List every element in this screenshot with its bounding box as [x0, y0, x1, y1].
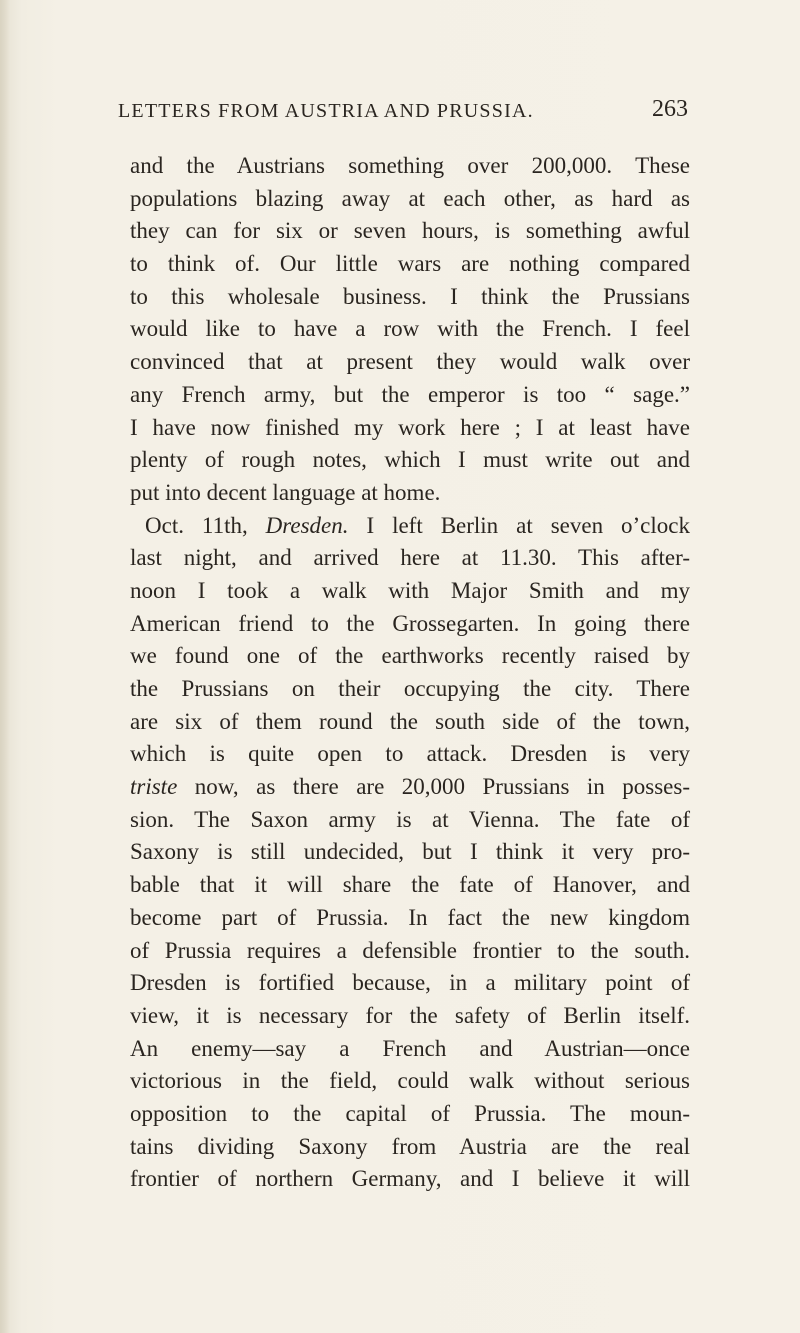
text-line: [130, 281, 690, 314]
line-text: Saxony is still undecided, but I think it very pro-: [130, 839, 690, 865]
line-text: we found one of the earthworks recently raised by: [130, 643, 690, 669]
text-line: [130, 346, 690, 379]
text-line: [130, 248, 690, 281]
text-line: [130, 804, 690, 837]
line-text: I have now finished my work here ; I at least have: [130, 414, 690, 440]
text-line: [130, 869, 690, 902]
line-text: to this wholesale business. I think the Prussians: [130, 283, 690, 309]
text-line: [130, 1033, 690, 1066]
text-line: [130, 1065, 690, 1098]
line-text: Oct. 11th,: [145, 512, 266, 538]
line-text: they can for six or seven hours, is something awful: [130, 218, 690, 244]
line-text: opposition to the capital of Prussia. The moun-: [130, 1100, 690, 1126]
text-line: [130, 183, 690, 216]
line-text: plenty of rough notes, which I must write out and: [130, 447, 690, 473]
line-text: become part of Prussia. In fact the new kingdom: [130, 904, 690, 930]
line-text: are six of them round the south side of the town,: [130, 708, 690, 734]
running-head: [118, 92, 688, 128]
line-text: An enemy—say a French and Austrian—once: [130, 1035, 690, 1061]
text-line: [130, 1000, 690, 1033]
text-line: [130, 1098, 690, 1131]
text-line: [130, 771, 690, 804]
line-text: American friend to the Grossegarten. In going there: [130, 610, 690, 636]
text-line: [130, 542, 690, 575]
text-line: [130, 706, 690, 739]
line-text: put into decent language at home.: [130, 479, 441, 505]
italic-text: Dresden.: [265, 512, 349, 538]
text-line: [130, 836, 690, 869]
text-line: [130, 510, 690, 543]
text-line: [130, 477, 690, 510]
text-line: [130, 150, 690, 183]
gutter-shadow: [0, 0, 10, 1333]
italic-text: triste: [130, 774, 178, 800]
text-line: [130, 379, 690, 412]
line-text: I left Berlin at seven o’clock: [348, 512, 690, 538]
line-text: view, it is necessary for the safety of Berlin itself.: [130, 1002, 690, 1028]
text-line: [130, 738, 690, 771]
line-text: tains dividing Saxony from Austria are the real: [130, 1133, 690, 1159]
running-head-title: LETTERS FROM AUSTRIA AND PRUSSIA.: [118, 100, 534, 122]
text-line: [130, 575, 690, 608]
line-text: to think of. Our little wars are nothing compared: [130, 251, 690, 277]
line-text: bable that it will share the fate of Hanover, and: [130, 872, 690, 898]
line-text: and the Austrians something over 200,000. These: [130, 153, 690, 178]
line-text: populations blazing away at each other, as hard as: [130, 185, 690, 211]
text-line: [130, 1163, 690, 1196]
text-line: [130, 1131, 690, 1164]
body-text: [130, 150, 690, 1196]
line-text: now, as there are 20,000 Prussians in posses-: [177, 774, 690, 800]
line-text: would like to have a row with the French. I feel: [130, 316, 690, 342]
text-line: [130, 215, 690, 248]
line-text: the Prussians on their occupying the city. There: [130, 676, 690, 701]
line-text: any French army, but the emperor is too “ sage.”: [130, 381, 690, 407]
line-text: last night, and arrived here at 11.30. This after-: [130, 545, 690, 571]
line-text: frontier of northern Germany, and I believe it will: [130, 1166, 690, 1192]
line-text: of Prussia requires a defensible frontier to the south.: [130, 937, 690, 963]
text-line: [130, 640, 690, 673]
line-text: which is quite open to attack. Dresden is very: [130, 741, 690, 767]
text-line: [130, 935, 690, 968]
text-line: [130, 902, 690, 935]
text-line: [130, 967, 690, 1000]
page-number: 263: [652, 96, 688, 122]
text-line: [130, 673, 690, 706]
line-text: Dresden is fortified because, in a military point of: [130, 970, 690, 996]
text-line: [130, 608, 690, 641]
line-text: convinced that at present they would walk over: [130, 349, 690, 375]
line-text: sion. The Saxon army is at Vienna. The fate of: [130, 806, 690, 832]
line-text: victorious in the field, could walk without serious: [130, 1068, 690, 1094]
text-line: [130, 444, 690, 477]
text-line: [130, 313, 690, 346]
line-text: noon I took a walk with Major Smith and my: [130, 577, 690, 603]
text-line: [130, 412, 690, 445]
